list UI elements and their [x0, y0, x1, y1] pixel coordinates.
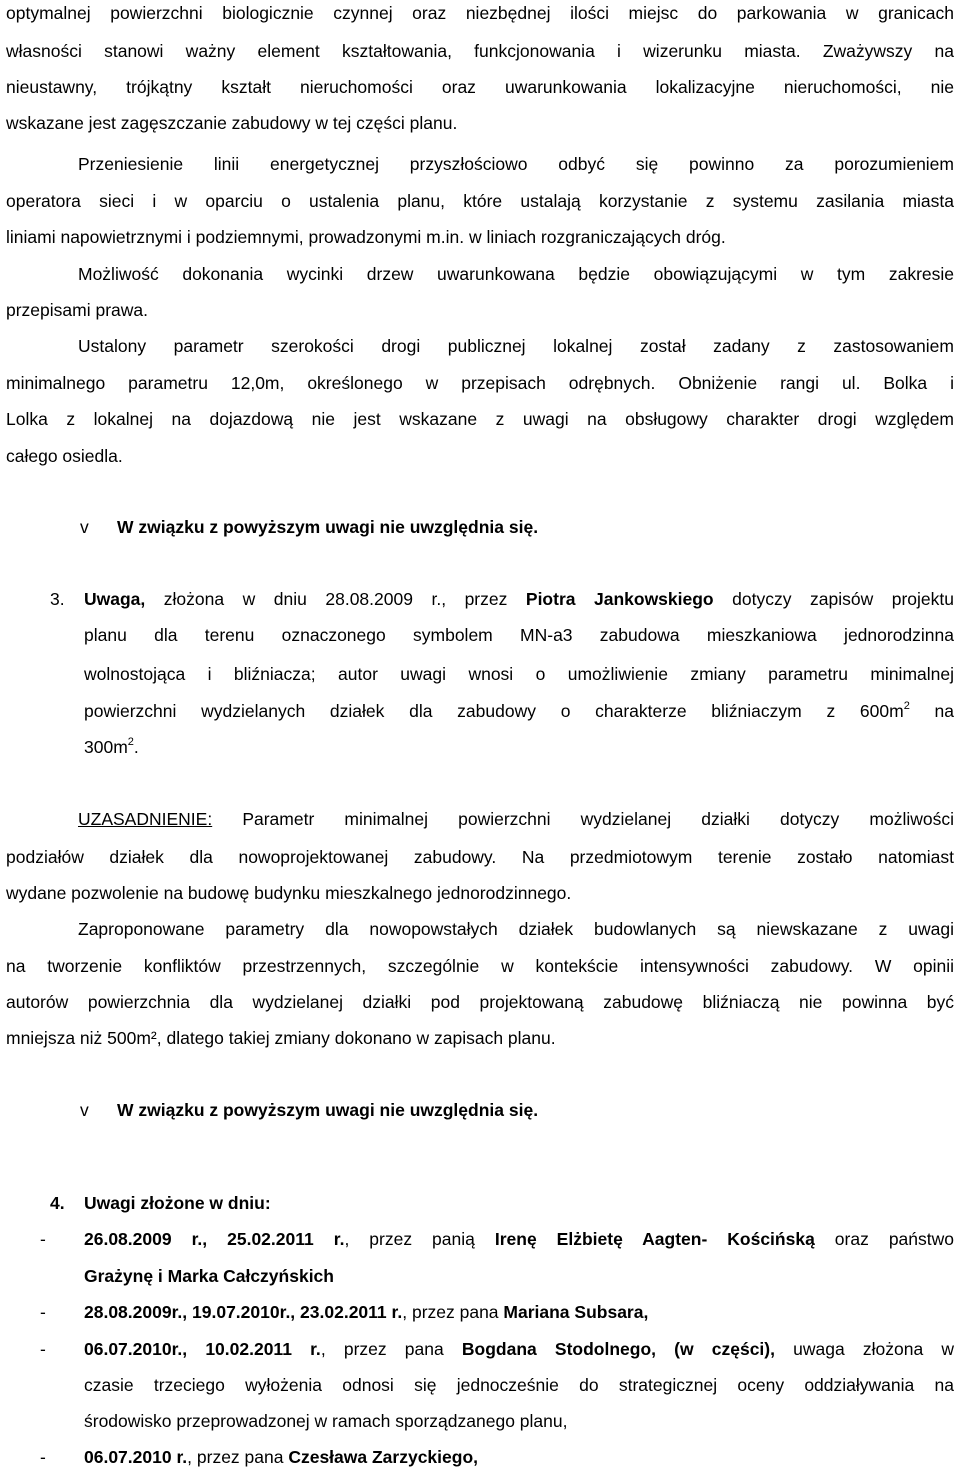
remark-3-line-4 [84, 700, 954, 722]
remark-4-entry-3-line-1 [84, 1338, 954, 1360]
paragraph-5-line-3: autorów powierzchnia dla wydzielanej działki pod projektowaną zabudowę bliźniaczą nie powinna być [6, 992, 954, 1012]
paragraph-4-line-3: Lolka z lokalnej na dojazdową nie jest wskazane z uwagi na obsługowy charakter drogi względem [6, 409, 954, 429]
paragraph-2-line-3: liniami napowietrznymi i podziemnymi, prowadzonymi m.in. w liniach rozgraniczających dróg. [6, 227, 726, 247]
remark-4-entry-1-line-1 [84, 1228, 954, 1250]
entry-by: , przez pana [402, 1302, 504, 1322]
entry-dates: 26.08.2009 r., 25.02.2011 r. [84, 1229, 345, 1249]
remark-3-line-5-text: 300m [84, 737, 128, 757]
justification-line-2: podziałów działek dla nowoprojektowanej zabudowy. Na przedmiotowym terenie zostało natomiast [6, 847, 954, 867]
paragraph-3-line-1: Możliwość dokonania wycinki drzew uwarunkowana będzie obowiązującymi w tym zakresie [78, 264, 954, 284]
entry-by: , przez panią [344, 1229, 495, 1249]
paragraph-2-line-1: Przeniesienie linii energetycznej przyszłościowo odbyć się powinno za porozumieniem [78, 154, 954, 174]
remark-4-entry-4-line-1 [84, 1446, 954, 1468]
paragraph-4-line-1: Ustalony parametr szerokości drogi publicznej lokalnej został zadany z zastosowaniem [78, 336, 954, 356]
list-dash: - [40, 1302, 46, 1322]
remark-3-by: , przez [441, 589, 526, 609]
remark-4-entry-3-line-2: czasie trzeciego wyłożenia odnosi się jednocześnie do strategicznej oceny oddziaływania na [84, 1375, 954, 1395]
remark-4-entry-3-line-3: środowisko przeprowadzonej w ramach sporządzanego planu, [84, 1411, 568, 1431]
paragraph-4-line-2: minimalnego parametru 12,0m, określonego w przepisach odrębnych. Obniżenie rangi ul. Bolka i [6, 373, 954, 393]
paragraph-1-line-1: optymalnej powierzchni biologicznie czynnej oraz niezbędnej ilości miejsc do parkowania w granicach [6, 3, 954, 23]
decision-1-text: W związku z powyższym uwagi nie uwzględnia się. [117, 517, 539, 537]
entry-author: Bogdana Stodolnego, (w części), [461, 1339, 775, 1359]
remark-3-line-1 [84, 588, 954, 610]
remark-3-line-5 [84, 736, 954, 758]
entry-by: , przez pana [320, 1339, 462, 1359]
remark-4-entry-2-line-1 [84, 1301, 954, 1323]
superscript: 2 [127, 736, 134, 748]
list-dash: - [40, 1339, 46, 1359]
remark-3-author: Piotra Jankowskiego [525, 589, 714, 609]
justification-line-1-text: Parametr minimalnej powierzchni wydzielanej działki dotyczy możliwości [212, 809, 954, 829]
justification-line-1 [78, 808, 954, 830]
remark-3-line-5-end: . [133, 737, 139, 757]
paragraph-5-line-2: na tworzenie konfliktów przestrzennych, szczególnie w kontekście intensywności zabudowy. W opinii [6, 956, 954, 976]
remark-4-number: 4. [50, 1193, 65, 1213]
justification-line-3: wydane pozwolenie na budowę budynku mieszkalnego jednorodzinnego. [6, 883, 572, 903]
paragraph-5-line-1: Zaproponowane parametry dla nowopowstałych działek budowlanych są niewskazane z uwagi [78, 919, 954, 939]
remark-3-line-2: planu dla terenu oznaczonego symbolem MN-a3 zabudowa mieszkaniowa jednorodzinna [84, 625, 954, 645]
entry-dates: 06.07.2010r., 10.02.2011 r. [84, 1339, 321, 1359]
list-dash: - [40, 1447, 46, 1467]
entry-rest: uwaga złożona w [774, 1339, 954, 1359]
paragraph-1-line-2: własności stanowi ważny element kształtowania, funkcjonowania i wizerunku miasta. Zważywszy na [6, 41, 954, 61]
justification-label: UZASADNIENIE: [78, 809, 213, 829]
paragraph-1-line-4: wskazane jest zagęszczanie zabudowy w tej części planu. [6, 113, 458, 133]
remark-4-entry-1-line-2: Grażynę i Marka Całczyńskich [84, 1266, 334, 1286]
remark-3-subject: dotyczy zapisów projektu [713, 589, 954, 609]
entry-dates: 06.07.2010 r. [84, 1447, 188, 1467]
paragraph-1-line-3: nieustawny, trójkątny kształt nieruchomości oraz uwarunkowania lokalizacyjne nieruchomości, nie [6, 77, 954, 97]
remark-3-date: złożona w dniu 28.08.2009 r. [145, 589, 442, 609]
entry-author: Irenę Elżbietę Aagten- Kościńską [494, 1229, 815, 1249]
entry-dates: 28.08.2009r., 19.07.2010r., 23.02.2011 r. [84, 1302, 403, 1322]
remark-3-line-4-text: powierzchni wydzielanych działek dla zabudowy o charakterze bliźniaczym z 600m [84, 701, 904, 721]
entry-by: , przez pana [187, 1447, 289, 1467]
paragraph-3-line-2: przepisami prawa. [6, 300, 148, 320]
list-dash: - [40, 1229, 46, 1249]
paragraph-5-line-4: mniejsza niż 500m², dlatego takiej zmiany dokonano w zapisach planu. [6, 1028, 556, 1048]
remark-3-label: Uwaga, [84, 589, 146, 609]
paragraph-4-line-4: całego osiedla. [6, 446, 123, 466]
paragraph-2-line-2: operatora sieci i w oparciu o ustalenia planu, które ustalają korzystanie z systemu zasilania miasta [6, 191, 954, 211]
superscript: 2 [903, 700, 910, 712]
bullet-v-marker: v [80, 517, 89, 537]
entry-author: Mariana Subsara, [503, 1302, 649, 1322]
entry-author: Czesława Zarzyckiego, [288, 1447, 478, 1467]
bullet-v-marker: v [80, 1100, 89, 1120]
remark-3-line-4-end: na [909, 701, 955, 721]
remark-3-number: 3. [50, 589, 65, 609]
remark-3-line-3: wolnostojąca i bliźniacza; autor uwagi wnosi o umożliwienie zmiany parametru minimalnej [84, 664, 954, 684]
remark-4-title: Uwagi złożone w dniu: [84, 1193, 271, 1213]
entry-rest: oraz państwo [814, 1229, 955, 1249]
decision-2-text: W związku z powyższym uwagi nie uwzględnia się. [117, 1100, 539, 1120]
